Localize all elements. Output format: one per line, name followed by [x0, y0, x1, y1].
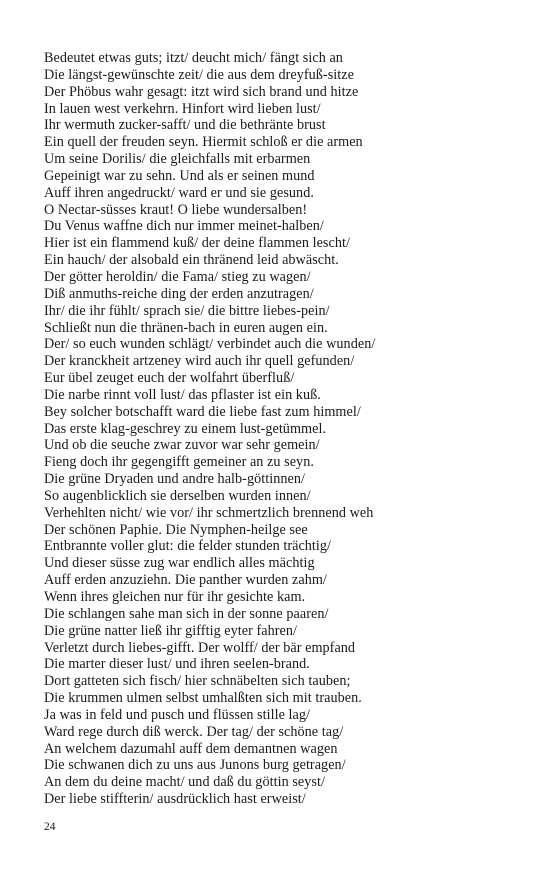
poem-line: Das erste klag-geschrey zu einem lust-getümmel. [44, 420, 327, 437]
page-number: 24 [44, 821, 56, 833]
poem-line: Bedeutet etwas guts; itzt/ deucht mich/ fängt sich an [44, 50, 343, 66]
poem-line: Die grüne Dryaden und andre halb-göttinnen/ [44, 471, 305, 488]
poem-line: Ein hauch/ der alsobald ein thränend leid abwäscht. [44, 252, 339, 269]
poem-line: Schließt nun die thränen-bach in euren augen ein. [44, 319, 328, 336]
poem-line: Entbrannte voller glut: die felder stunden trächtig/ [44, 538, 332, 555]
poem-line: Der götter heroldin/ die Fama/ stieg zu wagen/ [44, 268, 311, 285]
poem-line: Der kranckheit artzeney wird auch ihr quell gefunden/ [44, 353, 355, 370]
poem-line: Die narbe rinnt voll lust/ das pflaster ist ein kuß. [44, 386, 321, 403]
poem-line: Wenn ihres gleichen nur für ihr gesichte kam. [44, 589, 306, 605]
poem-line: Diß anmuths-reiche ding der erden anzutragen/ [44, 285, 314, 302]
poem-line: Ihr/ die ihr fühlt/ sprach sie/ die bittre liebes-pein/ [44, 302, 330, 319]
poem-line: Der schönen Paphie. Die Nymphen-heilge see [44, 521, 308, 538]
poem-line: Fieng doch ihr gegengifft gemeiner an zu seyn. [44, 454, 314, 471]
poem-line: Hier ist ein flammend kuß/ der deine flammen lescht/ [44, 235, 350, 252]
poem-line: Um seine Dorilis/ die gleichfalls mit erbarmen [44, 151, 311, 168]
poem-line: Gepeinigt war zu sehn. Und als er seinen mund [44, 167, 315, 184]
poem-line: Ward rege durch diß werck. Der tag/ der schöne tag/ [44, 723, 344, 740]
poem-line: Die krummen ulmen selbst umhalßten sich mit trauben. [44, 690, 362, 707]
poem-line: So augenblicklich sie derselben wurden innen/ [44, 487, 311, 504]
poem-line: Der/ so euch wunden schlägt/ verbindet auch die wunden/ [44, 336, 376, 353]
poem-line: Bey solcher botschafft ward die liebe fast zum himmel/ [44, 403, 361, 420]
poem-line: Der Phöbus wahr gesagt: itzt wird sich brand und hitze [44, 83, 359, 100]
poem-line: O Nectar-süsses kraut! O liebe wundersalben! [44, 201, 308, 218]
poem-line: Dort gatteten sich fisch/ hier schnäbelten sich tauben; [44, 673, 351, 690]
poem-line: Verletzt durch liebes-gifft. Der wolff/ der bär empfand [44, 639, 356, 656]
poem-line: Auff ihren angedruckt/ ward er und sie gesund. [44, 184, 314, 201]
poem-line: Du Venus waffne dich nur immer meinet-halben/ [44, 218, 324, 235]
poem-line: Eur übel zeuget euch der wolfahrt überfluß/ [44, 370, 295, 387]
poem-line: Die grüne natter ließ ihr gifftig eyter fahren/ [44, 622, 298, 639]
poem-text-block [44, 50, 514, 808]
poem-line: Der liebe stiffterin/ ausdrücklich hast erweist/ [44, 791, 306, 808]
poem-line: Ja was in feld und pusch und flüssen stille lag/ [44, 706, 311, 723]
poem-line: In lauen west verkehrn. Hinfort wird lieben lust/ [44, 100, 321, 117]
poem-line: Verhehlten nicht/ wie vor/ ihr schmertzlich brennend weh [44, 504, 374, 521]
poem-line: Und ob die seuche zwar zuvor war sehr gemein/ [44, 437, 320, 454]
poem-line: Die marter dieser lust/ und ihren seelen-brand. [44, 656, 310, 673]
poem-line: Ihr wermuth zucker-safft/ und die bethränte brust [44, 117, 326, 134]
poem-line: Und dieser süsse zug war endlich alles mächtig [44, 555, 315, 572]
poem-line: Die schwanen dich zu uns aus Junons burg getragen/ [44, 757, 346, 774]
poem-line: Auff erden anzuziehn. Die panther wurden zahm/ [44, 572, 327, 589]
poem-line: Die schlangen sahe man sich in der sonne paaren/ [44, 605, 329, 622]
poem-line: An dem du deine macht/ und daß du göttin seyst/ [44, 774, 325, 791]
poem-line: Die längst-gewünschte zeit/ die aus dem dreyfuß-sitze [44, 66, 354, 83]
poem-line: Ein quell der freuden seyn. Hiermit schloß er die armen [44, 134, 363, 151]
poem-line: An welchem dazumahl auff dem demantnen wagen [44, 740, 338, 757]
